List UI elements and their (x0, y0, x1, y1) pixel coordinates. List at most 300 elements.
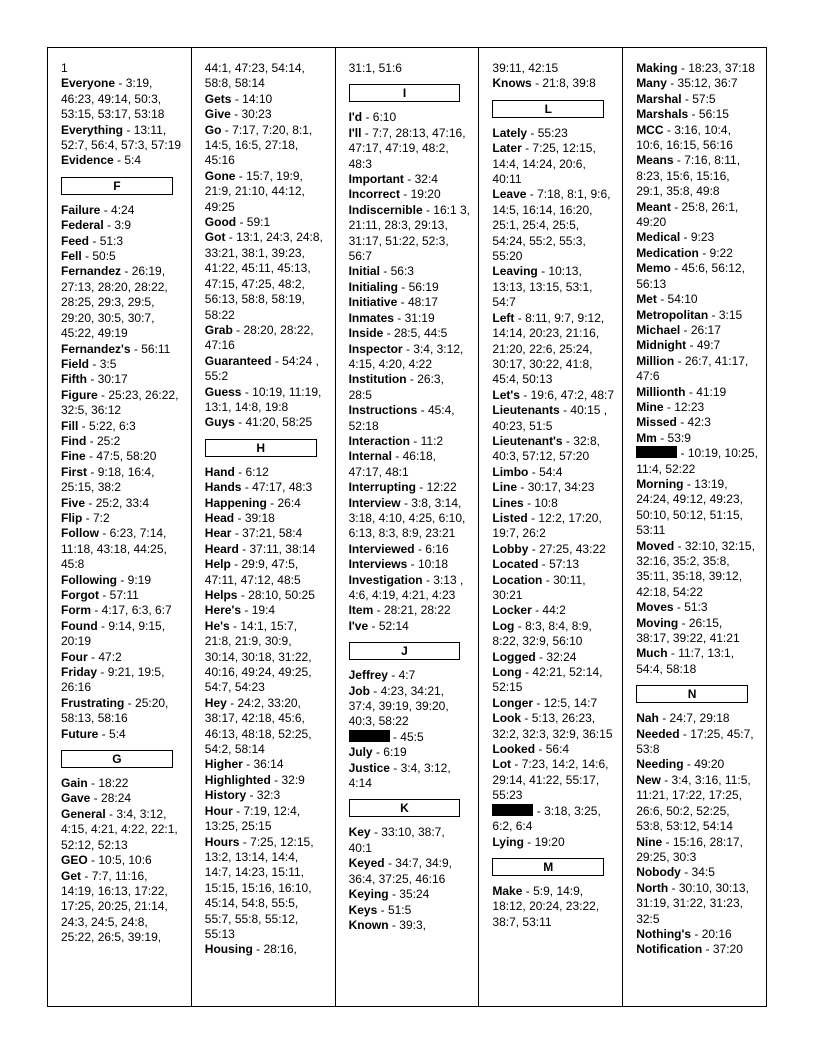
index-term: Happening (204, 495, 267, 510)
index-term: I'd (348, 110, 363, 125)
index-term: Gone (204, 168, 236, 183)
index-column (623, 48, 766, 1006)
index-entry: Go - 7:17, 7:20, 8:1, 14:5, 16:5, 27:18, 45:16 (204, 122, 313, 168)
page-line-refs: 47:5, 58:20 (96, 449, 157, 464)
index-entry: Hours - 7:25, 12:15, 13:2, 13:14, 14:4, 14:7, 14:23, 15:11, 15:15, 15:16, 16:10, 45:14, 54:8, 55:5, 55:7, 55:8, 55:12, 55:13 (204, 834, 314, 941)
index-entry: Key - 33:10, 38:7, 40:1 (348, 825, 445, 855)
index-entry: Field - 3:5 (61, 356, 117, 371)
page-line-refs: 54:24 , 55:2 (204, 353, 319, 384)
page-line-refs: 42:21, 52:14, 52:15 (492, 665, 603, 695)
section-letter-heading: M (492, 858, 604, 876)
index-entry: Figure - 25:23, 26:22, 32:5, 36:12 (61, 387, 179, 418)
index-term: Lobby (492, 541, 529, 556)
index-term: Keys (348, 902, 378, 917)
index-term: Five (61, 495, 86, 510)
index-term: Location (492, 572, 543, 587)
index-term: Gets (204, 91, 232, 106)
page-line-refs: 5:13, 26:23, 32:2, 32:3, 32:9, 36:15 (492, 711, 613, 741)
page-line-refs: 9:23 (690, 230, 715, 245)
index-entry: Making - 18:23, 37:18 (636, 61, 755, 75)
page-line-refs: 25:2 (97, 433, 121, 448)
index-entry: Forgot - 57:11 (61, 588, 139, 602)
index-entry: Help - 29:9, 47:5, 47:11, 47:12, 48:5 (204, 557, 301, 587)
page-line-refs: 56:19 (408, 279, 439, 294)
index-term: Friday (61, 665, 98, 680)
index-term: Moves (636, 600, 674, 615)
page-line-refs: 29:9, 47:5, 47:11, 47:12, 48:5 (204, 557, 301, 587)
page-line-refs: 47:2 (98, 649, 122, 664)
section-letter-heading: H (205, 439, 317, 457)
index-term: Limbo (492, 464, 529, 479)
page-line-refs: 3:5 (99, 356, 117, 371)
index-entry: Marshal - 57:5 (636, 91, 716, 106)
index-term: Jeffrey (348, 668, 388, 683)
index-entry: History - 32:3 (204, 788, 281, 803)
index-entry: Fifth - 30:17 (61, 372, 128, 387)
page-line-refs: 40:15 , 40:23, 51:5 (492, 403, 608, 433)
index-entry: Met - 54:10 (636, 292, 698, 307)
page-line-refs: 56:3 (390, 264, 414, 279)
index-term: Interview (348, 495, 401, 510)
index-entry: Lying - 19:20 (492, 834, 565, 849)
index-entry: Future - 5:4 (61, 726, 126, 741)
index-term: First (61, 464, 88, 479)
index-term: Grab (204, 322, 233, 337)
index-entry: Located - 57:13 (492, 557, 580, 572)
index-term: Needed (636, 726, 680, 741)
index-entry: He's - 14:1, 15:7, 21:8, 21:9, 30:9, 30:14, 30:18, 31:22, 40:16, 49:24, 49:25, 54:7, 54:23 (204, 618, 312, 695)
index-term: I've (348, 618, 369, 633)
page-line-refs: 28:5, 44:5 (393, 326, 448, 341)
index-entry: Guaranteed - 54:24 , 55:2 (204, 353, 319, 384)
index-term: Moving (636, 615, 679, 630)
index-entry: Evidence - 5:4 (61, 153, 142, 168)
index-entry: Keyed - 34:7, 34:9, 36:4, 37:25, 46:16 (348, 856, 453, 886)
index-entry: Keying - 35:24 (348, 887, 430, 902)
page-line-refs: 6:16 (425, 541, 449, 556)
page-line-refs: 6:19 (383, 745, 407, 760)
index-entry: Got - 13:1, 24:3, 24:8, 33:21, 38:1, 39:23, 41:22, 45:11, 45:13, 47:15, 47:25, 48:2, 56:13, 58:8, 58:19, 58:22 (204, 230, 323, 322)
index-entry: Instructions - 45:4, 52:18 (348, 403, 455, 433)
page-line-refs: 9:14, 9:15, 20:19 (61, 618, 166, 649)
index-term: Here's (204, 603, 242, 618)
index-entry: Guess - 10:19, 11:19, 13:1, 14:8, 19:8 (204, 384, 322, 414)
page-line-refs: 9:19 (127, 572, 152, 587)
index-entry: Head - 39:18 (204, 510, 275, 525)
index-term: Met (636, 292, 657, 307)
index-term: Lying (492, 834, 524, 849)
page-line-refs: 32:8, 40:3, 57:12, 57:20 (492, 433, 600, 464)
index-entry: Millionth - 41:19 (636, 384, 727, 399)
index-term: Highlighted (204, 772, 271, 787)
index-entry: Feed - 51:3 (61, 233, 124, 248)
index-entry: MCC - 3:16, 10:4, 10:6, 16:15, 56:16 (636, 122, 733, 153)
index-entry (492, 61, 614, 76)
index-term: Guaranteed (204, 353, 272, 368)
index-term: Marshal (636, 91, 682, 106)
index-term: Interviews (348, 557, 408, 572)
index-entry (61, 61, 183, 76)
index-entry: July - 6:19 (348, 745, 407, 760)
page-line-refs: 7:25, 12:15, 13:2, 13:14, 14:4, 14:7, 14:23, 15:11, 15:15, 15:16, 16:10, 45:14, 54:8, 55:5, 55:7, 55:8, 55:12, 55:13 (204, 834, 314, 941)
page-line-refs: 3:19, 46:23, 49:14, 50:3, 53:15, 53:17, 53:18 (61, 76, 165, 122)
index-entry: Nobody - 34:5 (636, 865, 715, 880)
index-entry: Good - 59:1 (204, 215, 271, 230)
index-entry: - 10:19, 10:25, 11:4, 52:22 (636, 446, 758, 476)
index-entry: Failure - 4:24 (61, 202, 135, 217)
page-line-refs: 52:14 (378, 618, 409, 633)
page-line-refs: 8:11, 9:7, 9:12, 14:14, 20:23, 21:16, 21:20, 22:6, 25:24, 30:17, 30:22, 41:8, 45:4, 50:13 (492, 310, 605, 387)
index-entry: Long - 42:21, 52:14, 52:15 (492, 665, 603, 695)
index-entry: Limbo - 54:4 (492, 464, 563, 479)
page-line-refs: 9:22 (709, 245, 733, 260)
index-entry: Interview - 3:8, 3:14, 3:18, 4:10, 4:25, 6:10, 6:13, 8:3, 8:9, 23:21 (348, 495, 466, 541)
page-line-refs: 39:11, 42:15 (492, 61, 559, 75)
index-entry: Needed - 17:25, 45:7, 53:8 (636, 726, 754, 757)
index-entry: General - 3:4, 3:12, 4:15, 4:21, 4:22, 22:1, 52:12, 52:13 (61, 806, 178, 852)
index-term: Future (61, 726, 99, 741)
index-term: Needing (636, 757, 684, 772)
index-term: Housing (204, 942, 253, 957)
index-entry: Inspector - 3:4, 3:12, 4:15, 4:20, 4:22 (348, 341, 464, 371)
page-line-refs: 20:16 (701, 926, 732, 941)
index-term: Good (204, 215, 237, 230)
index-entry: Line - 30:17, 34:23 (492, 480, 595, 495)
index-term: Inside (348, 326, 384, 341)
page-line-refs: 54:4 (539, 464, 563, 479)
index-entry: Jeffrey - 4:7 (348, 668, 416, 683)
page-line-refs: 13:11, 52:7, 56:4, 57:3, 57:19 (61, 122, 182, 153)
page-line-refs: 10:19, 10:25, 11:4, 52:22 (636, 446, 758, 476)
index-entry: Happening - 26:4 (204, 495, 301, 510)
page-line-refs: 5:9, 14:9, 18:12, 20:24, 23:22, 38:7, 53:11 (492, 883, 600, 929)
index-entry: Everyone - 3:19, 46:23, 49:14, 50:3, 53:15, 53:17, 53:18 (61, 76, 165, 122)
index-column (192, 48, 336, 1006)
page-line-refs: 59:1 (246, 215, 271, 230)
index-entry: Flip - 7:2 (61, 510, 110, 525)
page-line-refs: 3:13 , 4:6, 4:19, 4:21, 4:23 (348, 572, 464, 602)
index-term: Four (61, 649, 88, 664)
index-term: General (61, 806, 106, 821)
index-term: Hear (204, 526, 232, 541)
index-entry: Heard - 37:11, 38:14 (204, 541, 316, 556)
index-term: I'll (348, 125, 362, 140)
index-term: Fine (61, 449, 86, 464)
index-term: Incorrect (348, 187, 400, 202)
index-term: Fell (61, 249, 82, 264)
page-line-refs: 27:25, 43:22 (539, 541, 606, 556)
index-term: Meant (636, 199, 671, 214)
page-line-refs: 33:10, 38:7, 40:1 (348, 825, 445, 855)
index-term: Hey (204, 695, 227, 710)
index-term: Important (348, 172, 404, 187)
index-term: Leave (492, 187, 527, 202)
index-entry: Million - 26:7, 41:17, 47:6 (636, 353, 749, 384)
index-term: Investigation (348, 572, 423, 587)
index-term: Instructions (348, 403, 418, 418)
page-line-refs: 10:5, 10:6 (98, 853, 152, 868)
redaction-bar (636, 446, 677, 458)
index-entry: Following - 9:19 (61, 572, 152, 587)
page-line-refs: 6:10 (372, 110, 397, 125)
page-line-refs: 15:7, 19:9, 21:9, 21:10, 44:12, 49:25 (204, 168, 305, 214)
page-line-refs: 13:1, 24:3, 24:8, 33:21, 38:1, 39:23, 41:22, 45:11, 45:13, 47:15, 47:25, 48:2, 56:13, 58:8, 58:19, 58:22 (204, 230, 323, 322)
index-entry: Known - 39:3, (348, 917, 426, 932)
index-entry: Medication - 9:22 (636, 245, 733, 260)
page-line-refs: 47:17, 48:3 (252, 480, 313, 495)
page-line-refs: 7:23, 14:2, 14:6, 29:14, 41:22, 55:17, 55:23 (492, 757, 609, 803)
index-term: Memo (636, 261, 671, 276)
index-entry: Institution - 26:3, 28:5 (348, 372, 444, 402)
index-term: Michael (636, 322, 681, 337)
page-line-refs: 26:15, 38:17, 39:22, 41:21 (636, 615, 740, 646)
index-term: Keying (348, 887, 389, 902)
index-entry: Missed - 42:3 (636, 415, 711, 430)
page-line-refs: 28:24 (101, 791, 132, 806)
index-term: Failure (61, 202, 101, 217)
page-line-refs: 7:18, 8:1, 9:6, 14:5, 16:14, 16:20, 25:1, 25:4, 25:5, 54:24, 55:2, 55:3, 55:20 (492, 187, 611, 264)
index-term: New (636, 772, 661, 787)
index-term: Knows (492, 76, 532, 91)
index-term: Look (492, 711, 522, 726)
index-term: Internal (348, 449, 392, 464)
page-line-refs: 9:21, 19:5, 26:16 (61, 665, 165, 695)
page-line-refs: 32:24 (546, 649, 577, 664)
page-line-refs: 28:16, (263, 942, 297, 957)
index-entry: Medical - 9:23 (636, 230, 715, 245)
page-line-refs: 44:1, 47:23, 54:14, 58:8, 58:14 (204, 61, 305, 91)
section-letter-heading: I (349, 84, 461, 102)
page-line-refs: 35:24 (399, 887, 430, 902)
index-entry: Notification - 37:20 (636, 942, 743, 957)
index-column (48, 48, 192, 1006)
index-entry: Knows - 21:8, 39:8 (492, 76, 596, 91)
page-line-refs: 18:23, 37:18 (688, 61, 755, 75)
page-line-refs: 32:9 (281, 772, 305, 787)
page-line-refs: 7:7, 11:16, 14:19, 16:13, 17:22, 17:25, 20:25, 21:14, 24:3, 24:5, 24:8, 25:22, 26:5, 39:19, (61, 868, 168, 945)
index-entry: Gets - 14:10 (204, 91, 273, 106)
page-line-refs: 7:19, 12:4, 13:25, 25:15 (204, 803, 301, 834)
index-entry: Marshals - 56:15 (636, 107, 729, 122)
page-line-refs: 45:4, 52:18 (348, 403, 455, 433)
index-entry: First - 9:18, 16:4, 25:15, 38:2 (61, 464, 155, 495)
page-line-refs: 57:13 (549, 557, 580, 572)
index-term: Lately (492, 125, 528, 140)
page-line-refs: 9:18, 16:4, 25:15, 38:2 (61, 464, 155, 495)
index-term: Locker (492, 603, 532, 618)
index-term: Following (61, 572, 117, 587)
index-entry: Leave - 7:18, 8:1, 9:6, 14:5, 16:14, 16:20, 25:1, 25:4, 25:5, 54:24, 55:2, 55:3, 55:20 (492, 187, 611, 264)
page-line-refs: 12:22 (426, 480, 457, 495)
index-entry: I'd - 6:10 (348, 110, 397, 125)
index-entry: Initialing - 56:19 (348, 279, 439, 294)
index-entry: Internal - 46:18, 47:17, 48:1 (348, 449, 436, 479)
page-line-refs: 3:4, 3:12, 4:14 (348, 760, 451, 791)
index-term: Nine (636, 834, 663, 849)
index-term: North (636, 880, 669, 895)
index-entry: Lieutenant's - 32:8, 40:3, 57:12, 57:20 (492, 433, 600, 464)
index-entry: Hear - 37:21, 58:4 (204, 526, 303, 541)
page-line-refs: 39:18 (244, 510, 275, 525)
index-term: Guess (204, 384, 242, 399)
page-line-refs: 19:4 (251, 603, 276, 618)
index-page (47, 47, 767, 1007)
index-entry: Fernandez - 26:19, 27:13, 28:20, 28:22, 28:25, 29:3, 29:5, 29:20, 30:5, 30:7, 45:22, 49:19 (61, 264, 168, 341)
page-line-refs: 3:8, 3:14, 3:18, 4:10, 4:25, 6:10, 6:13, 8:3, 8:9, 23:21 (348, 495, 466, 541)
index-entry: Initiative - 48:17 (348, 295, 438, 310)
index-term: Find (61, 433, 87, 448)
index-term: Interrupting (348, 480, 416, 495)
index-term: Nobody (636, 865, 681, 880)
page-line-refs: 5:22, 6:3 (89, 418, 136, 433)
page-line-refs: 41:19 (696, 384, 727, 399)
index-term: Located (492, 557, 539, 572)
index-term: Higher (204, 757, 243, 772)
redaction-bar (492, 804, 533, 816)
page-line-refs: 13:19, 24:24, 49:12, 49:23, 50:10, 50:12, 51:15, 53:11 (636, 476, 743, 538)
index-entry: Highlighted - 32:9 (204, 772, 305, 787)
page-line-refs: 49:7 (696, 338, 721, 353)
index-term: Fernandez (61, 264, 122, 279)
index-term: Mine (636, 399, 664, 414)
index-term: Left (492, 310, 515, 325)
index-entry: Housing - 28:16, (204, 942, 297, 957)
page-line-refs: 28:20, 28:22, 47:16 (204, 322, 314, 353)
page-line-refs: 51:3 (99, 233, 124, 248)
section-letter-heading: K (349, 799, 461, 817)
index-column (336, 48, 480, 1006)
page-line-refs: 19:20 (410, 187, 441, 202)
page-line-refs: 34:5 (691, 865, 715, 880)
index-entry: Moves - 51:3 (636, 600, 708, 615)
index-term: Much (636, 646, 668, 661)
page-line-refs: 56:15 (698, 107, 729, 122)
page-line-refs: 42:3 (687, 415, 711, 430)
index-term: Moved (636, 538, 675, 553)
page-line-refs: 3:16, 10:4, 10:6, 16:15, 56:16 (636, 122, 733, 153)
index-term: Flip (61, 510, 83, 525)
page-line-refs: 10:19, 11:19, 13:1, 14:8, 19:8 (204, 384, 322, 414)
index-entry: Morning - 13:19, 24:24, 49:12, 49:23, 50:10, 50:12, 51:15, 53:11 (636, 476, 743, 538)
index-term: Fifth (61, 372, 87, 387)
index-term: He's (204, 618, 230, 633)
index-entry: Keys - 51:5 (348, 902, 412, 917)
page-line-refs: 30:10, 30:13, 31:19, 31:22, 31:23, 32:5 (636, 880, 749, 926)
page-line-refs: 24:7, 29:18 (669, 711, 730, 726)
index-entry: Found - 9:14, 9:15, 20:19 (61, 618, 166, 649)
index-entry: Looked - 56:4 (492, 742, 570, 757)
section-letter-heading: N (636, 685, 748, 703)
index-term: Lines (492, 495, 524, 510)
page-line-refs: 10:13, 13:13, 13:15, 53:1, 54:7 (492, 264, 593, 310)
index-entry: Location - 30:11, 30:21 (492, 572, 586, 602)
page-line-refs: 31:19 (404, 310, 435, 325)
index-term: Institution (348, 372, 407, 387)
index-entry: Gave - 28:24 (61, 791, 132, 806)
index-term: Helps (204, 588, 238, 602)
index-term: Log (492, 618, 515, 633)
index-term: Gain (61, 776, 88, 791)
index-entry: Inmates - 31:19 (348, 310, 435, 325)
index-entry: Gain - 18:22 (61, 776, 129, 791)
page-line-refs: 46:18, 47:17, 48:1 (348, 449, 436, 479)
index-term: Initialing (348, 279, 398, 294)
index-term: Line (492, 480, 518, 495)
page-line-refs: 6:23, 7:14, 11:18, 43:18, 44:25, 45:8 (61, 526, 167, 572)
page-line-refs: 3:4, 3:16, 11:5, 11:21, 17:22, 17:25, 26:6, 50:2, 52:25, 53:8, 53:12, 54:14 (636, 772, 751, 834)
page-line-refs: 57:5 (692, 91, 716, 106)
index-term: Keyed (348, 856, 385, 871)
index-entry: Higher - 36:14 (204, 757, 284, 772)
index-entry: Justice - 3:4, 3:12, 4:14 (348, 760, 451, 791)
page-line-refs: 26:4 (277, 495, 301, 510)
index-term: Head (204, 510, 235, 525)
index-term: Listed (492, 510, 528, 525)
page-line-refs: 5:4 (109, 726, 126, 741)
index-entry: Follow - 6:23, 7:14, 11:18, 43:18, 44:25, 45:8 (61, 526, 167, 572)
page-line-refs: 50:5 (92, 249, 116, 264)
section-letter-heading: L (492, 100, 604, 118)
index-term: Nothing's (636, 926, 692, 941)
page-line-refs: 17:25, 45:7, 53:8 (636, 726, 754, 757)
page-line-refs: 5:4 (124, 153, 142, 168)
index-term: July (348, 745, 373, 760)
page-line-refs: 12:23 (674, 399, 705, 414)
page-line-refs: 12:2, 17:20, 19:7, 26:2 (492, 510, 602, 541)
index-entry: Helps - 28:10, 50:25 (204, 588, 315, 602)
index-entry: Left - 8:11, 9:7, 9:12, 14:14, 20:23, 21:16, 21:20, 22:6, 25:24, 30:17, 30:22, 41:8, 45:4, 50:13 (492, 310, 605, 387)
index-entry: Investigation - 3:13 , 4:6, 4:19, 4:21, 4:23 (348, 572, 464, 602)
page-line-refs: 25:23, 26:22, 32:5, 36:12 (61, 387, 179, 418)
index-term: Millionth (636, 384, 686, 399)
page-line-refs: 26:3, 28:5 (348, 372, 444, 402)
index-entry: Nah - 24:7, 29:18 (636, 711, 730, 726)
page-line-refs: 25:20, 58:13, 58:16 (61, 695, 169, 726)
index-column (479, 48, 623, 1006)
page-line-refs: 7:17, 7:20, 8:1, 14:5, 16:5, 27:18, 45:16 (204, 122, 313, 168)
page-line-refs: 56:4 (545, 742, 570, 757)
page-line-refs: 51:3 (684, 600, 708, 615)
index-entry: Lot - 7:23, 14:2, 14:6, 29:14, 41:22, 55:17, 55:23 (492, 757, 609, 803)
index-term: Initiative (348, 295, 398, 310)
index-entry: Form - 4:17, 6:3, 6:7 (61, 603, 172, 618)
index-entry: Later - 7:25, 12:15, 14:4, 14:24, 20:6, 40:11 (492, 141, 596, 187)
page-line-refs: 37:20 (712, 942, 743, 957)
page-line-refs: 45:5 (400, 729, 424, 744)
page-line-refs: 37:11, 38:14 (249, 541, 316, 556)
page-line-refs: 35:12, 36:7 (677, 76, 738, 91)
index-entry: Important - 32:4 (348, 172, 438, 187)
page-line-refs: 26:17 (690, 322, 721, 337)
page-line-refs: 3:9 (114, 218, 132, 233)
index-entry: Hour - 7:19, 12:4, 13:25, 25:15 (204, 803, 301, 834)
index-entry: Lately - 55:23 (492, 125, 568, 140)
page-line-refs: 7:16, 8:11, 8:23, 15:6, 15:16, 29:1, 35:8, 49:8 (636, 153, 741, 199)
index-entry: North - 30:10, 30:13, 31:19, 31:22, 31:23, 32:5 (636, 880, 749, 926)
index-term: Got (204, 230, 226, 245)
page-line-refs: 39:3, (399, 917, 426, 932)
index-term: Later (492, 141, 522, 156)
index-entry: Fernandez's - 56:11 (61, 341, 171, 356)
index-term: Figure (61, 387, 98, 402)
index-entry: Fill - 5:22, 6:3 (61, 418, 136, 433)
index-entry: Log - 8:3, 8:4, 8:9, 8:22, 32:9, 56:10 (492, 618, 592, 649)
page-line-refs: 14:1, 15:7, 21:8, 21:9, 30:9, 30:14, 30:18, 31:22, 40:16, 49:24, 49:25, 54:7, 54:23 (204, 618, 312, 695)
index-term: Morning (636, 476, 684, 491)
index-entry: Find - 25:2 (61, 433, 121, 448)
index-entry: Gone - 15:7, 19:9, 21:9, 21:10, 44:12, 49:25 (204, 168, 305, 214)
index-term: Let's (492, 387, 520, 402)
